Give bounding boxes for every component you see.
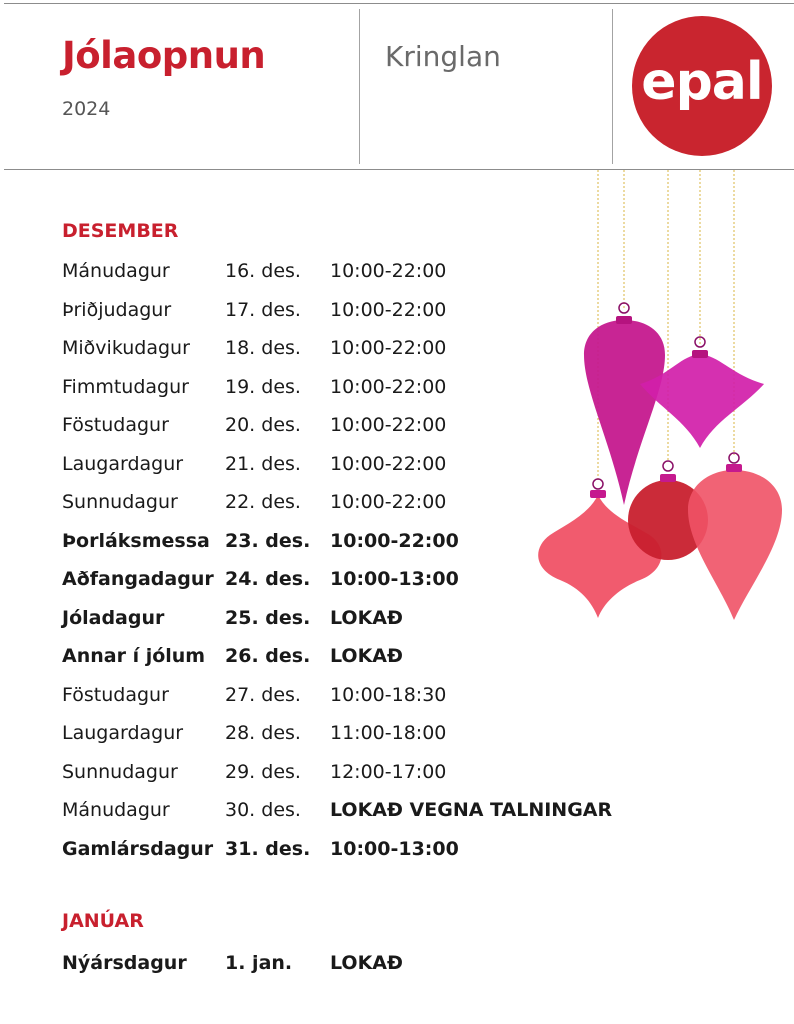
opening-hours: 10:00-22:00 <box>330 298 447 321</box>
opening-hours: 10:00-13:00 <box>330 568 459 590</box>
day-name: Mánudagur <box>62 260 170 282</box>
opening-hours: 12:00-17:00 <box>330 760 447 783</box>
day-name: Annar í jólum <box>62 645 206 667</box>
date: 21. des. <box>225 452 301 475</box>
opening-hours: 11:00-18:00 <box>330 722 447 744</box>
date: 30. des. <box>225 799 301 821</box>
top-rule <box>4 3 794 4</box>
day-name: Nýársdagur <box>62 952 187 974</box>
day-name: Aðfangadagur <box>62 568 214 590</box>
date: 19. des. <box>225 375 301 398</box>
page-title: Jólaopnun <box>62 34 266 77</box>
day-name: Föstudagur <box>62 414 169 436</box>
date: 22. des. <box>225 491 301 513</box>
day-name: Laugardagur <box>62 722 184 744</box>
epal-logo <box>632 16 772 156</box>
opening-hours: 10:00-22:00 <box>330 375 447 398</box>
section-heading-january: JANÚAR <box>62 910 144 932</box>
date: 27. des. <box>225 683 301 706</box>
opening-hours: 10:00-22:00 <box>330 529 459 552</box>
location-label: Kringlan <box>385 40 501 73</box>
day-name: Þriðjudagur <box>62 298 172 321</box>
day-name: Laugardagur <box>62 452 184 475</box>
day-name: Fimmtudagur <box>62 375 189 398</box>
schedule-row-holiday <box>62 952 562 990</box>
christmas-ornaments-illustration <box>520 170 790 630</box>
day-name: Sunnudagur <box>62 491 178 513</box>
day-name: Þorláksmessa <box>62 529 210 552</box>
header-divider <box>359 9 360 164</box>
date: 24. des. <box>225 568 311 590</box>
date: 23. des. <box>225 529 311 552</box>
day-name: Gamlársdagur <box>62 837 214 860</box>
section-heading-december: DESEMBER <box>62 220 179 242</box>
opening-hours: 10:00-22:00 <box>330 452 447 475</box>
header-divider <box>612 9 613 164</box>
date: 31. des. <box>225 837 311 860</box>
date: 29. des. <box>225 760 301 783</box>
date: 1. jan. <box>225 952 293 974</box>
opening-hours: LOKAÐ <box>330 952 403 974</box>
date: 17. des. <box>225 298 301 321</box>
day-name: Föstudagur <box>62 683 169 706</box>
opening-hours: 10:00-18:30 <box>330 683 447 706</box>
date: 20. des. <box>225 414 301 436</box>
logo-text: epal <box>641 52 763 112</box>
date: 16. des. <box>225 260 301 282</box>
opening-hours: 10:00-22:00 <box>330 491 447 513</box>
date: 18. des. <box>225 337 301 359</box>
opening-hours: 10:00-22:00 <box>330 337 447 359</box>
date: 28. des. <box>225 722 301 744</box>
opening-hours: LOKAÐ <box>330 645 403 667</box>
opening-hours: LOKAÐ <box>330 606 403 629</box>
opening-hours: LOKAÐ VEGNA TALNINGAR <box>330 799 613 821</box>
day-name: Mánudagur <box>62 799 170 821</box>
day-name: Sunnudagur <box>62 760 178 783</box>
opening-hours: 10:00-22:00 <box>330 414 447 436</box>
opening-hours: 10:00-22:00 <box>330 260 447 282</box>
opening-hours: 10:00-13:00 <box>330 837 459 860</box>
day-name: Miðvikudagur <box>62 337 190 359</box>
date: 26. des. <box>225 645 311 667</box>
date: 25. des. <box>225 606 311 629</box>
day-name: Jóladagur <box>62 606 165 629</box>
year-label: 2024 <box>62 98 111 120</box>
